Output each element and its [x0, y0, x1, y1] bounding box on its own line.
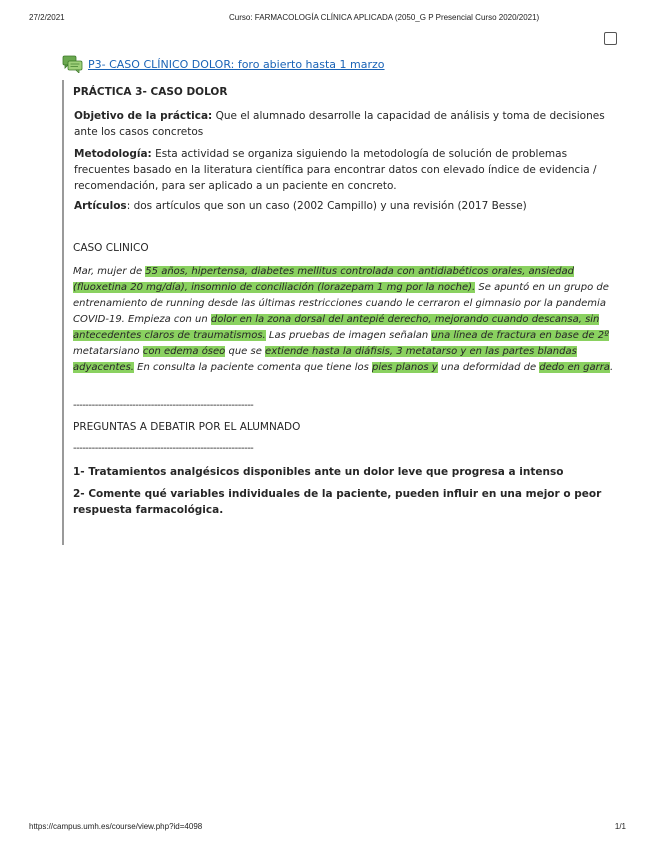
articulos-text: : dos artículos que son un caso (2002 Campillo) y una revisión (2017 Besse)	[126, 200, 527, 212]
forum-icon	[62, 55, 83, 73]
case-text-segment: Las pruebas de imagen señalan	[265, 330, 432, 341]
highlighted-text: extiende hasta la diáfisis, 3 metatarso y en las partes blandas adyacentes.	[73, 346, 577, 373]
separator: ----------------------------------------------------------	[73, 443, 254, 454]
case-text-segment: metatarsiano	[73, 346, 143, 357]
case-text-segment: que se	[225, 346, 266, 357]
articulos-paragraph	[74, 198, 614, 214]
objetivo-paragraph	[74, 108, 614, 140]
highlighted-text: pies planos y	[371, 362, 438, 373]
objetivo-label: Objetivo de la práctica:	[74, 110, 213, 122]
question-2: 2- Comente qué variables individuales de la paciente, pueden influir en una mejor o peor respuesta farmacológica.	[73, 488, 602, 516]
case-text-segment: .	[609, 362, 614, 373]
objetivo-text: Que el alumnado desarrolle la capacidad de análisis y toma de decisiones ante los casos concretos	[74, 110, 605, 138]
forum-link-row[interactable]	[62, 55, 385, 73]
metodologia-label: Metodología:	[74, 148, 152, 160]
caso-text	[73, 264, 618, 376]
course-title: Curso: FARMACOLOGÍA CLÍNICA APLICADA (2050_G P Presencial Curso 2020/2021)	[229, 13, 540, 22]
case-text-segment: Mar, mujer de	[73, 266, 146, 277]
highlighted-text: una línea de fractura en base de 2º	[431, 330, 609, 341]
metodologia-paragraph	[74, 146, 614, 194]
forum-intro-content	[62, 80, 622, 545]
print-date: 27/2/2021	[29, 13, 65, 22]
articulos-label: Artículos	[74, 200, 127, 212]
separator: ----------------------------------------------------------	[73, 400, 254, 411]
metodologia-text: Esta actividad se organiza siguiendo la metodología de solución de problemas frecuentes basado en la literatura científica para encontrar datos con elevado índice de evidencia / recomendación, para ser aplicado a un paciente en concreto.	[74, 148, 597, 192]
highlighted-text: con edema óseo	[142, 346, 226, 357]
page-url: https://campus.umh.es/course/view.php?id=4098	[29, 822, 203, 831]
case-text-segment: una deformidad de	[437, 362, 540, 373]
case-text-segment: En consulta la paciente comenta que tiene los	[133, 362, 372, 373]
preguntas-title: PREGUNTAS A DEBATIR POR EL ALUMNADO	[73, 421, 301, 433]
highlighted-text: dolor en la zona dorsal del antepié derecho, mejorando cuando descansa, sin antecedentes claros de traumatismos.	[73, 314, 600, 341]
highlighted-text: 55 años, hipertensa, diabetes mellitus controlada con antidiabéticos orales, ansiedad (fluoxetina 20 mg/día), insomnio de conciliación (lorazepam 1 mg por la noche).	[73, 266, 574, 293]
completion-checkbox[interactable]	[604, 32, 617, 45]
highlighted-text: dedo en garra	[539, 362, 610, 373]
question-1: 1- Tratamientos analgésicos disponibles ante un dolor leve que progresa a intenso	[73, 466, 564, 478]
page-number: 1/1	[614, 822, 626, 831]
practice-title: PRÁCTICA 3- CASO DOLOR	[73, 86, 228, 98]
forum-link[interactable]: P3- CASO CLÍNICO DOLOR: foro abierto hasta 1 marzo	[88, 57, 385, 71]
case-text-segment: Se apuntó en un grupo de entrenamiento de running desde las últimas restricciones cuando le cerraron el gimnasio por la pandemia COVID-19. Empieza con un	[73, 282, 609, 325]
caso-title: CASO CLINICO	[73, 242, 149, 254]
